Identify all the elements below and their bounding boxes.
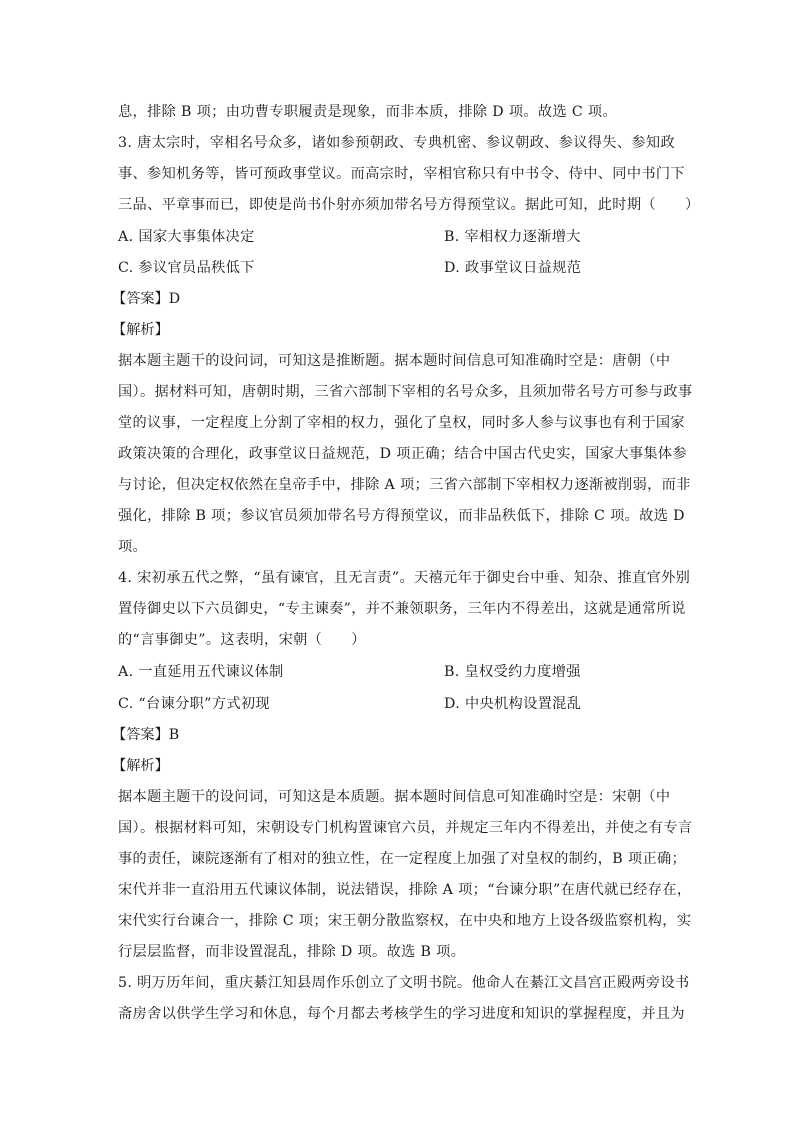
analysis-line: 国）。根据材料可知，宋朝设专门机构置谏官六员，并规定三年内不得差出，并使之有专言 <box>118 820 693 836</box>
option-b: B. 皇权受约力度增强 <box>444 664 581 680</box>
analysis-line: 强化，排除 B 项；参议官员须加带名号方得预堂议，而非品秩低下，排除 C 项。故选 D <box>118 508 685 524</box>
analysis-line: 宋代实行台谏合一，排除 C 项；宋王朝分散监察权，在中央和地方上设各级监察机构，实 <box>118 913 692 929</box>
analysis-line: 据本题主题干的设问词，可知这是本质题。据本题时间信息可知准确时空是：宋朝（中 <box>118 789 671 805</box>
option-c: C. “台谏分职”方式初现 <box>118 696 270 712</box>
analysis-line: 堂的议事，一定程度上分割了宰相的权力，强化了皇权，同时多人参与议事也有利于国家 <box>118 415 685 431</box>
analysis-line: 国）。据材料可知，唐朝时期，三省六部制下宰相的名号众多，且须加带名号方可参与政事 <box>118 384 693 400</box>
analysis-line: 项。 <box>118 539 148 555</box>
question-3-stem-line: 3. 唐太宗时，宰相名号众多，诸如参预朝政、专典机密、参议朝政、参议得失、参知政 <box>118 135 675 151</box>
question-5-stem-line: 斋房舍以供学生学习和休息，每个月都去考核学生的学习进度和知识的掌握程度，并且为 <box>118 1006 685 1022</box>
analysis-line: 事的责任，谏院逐渐有了相对的独立性，在一定程度上加强了对皇权的制约，B 项正确； <box>118 851 687 867</box>
option-c: C. 参议官员品秩低下 <box>118 260 255 276</box>
analysis-line: 据本题主题干的设问词，可知这是推断题。据本题时间信息可知准确时空是：唐朝（中 <box>118 353 671 369</box>
question-3-stem-line: 事、参知机务等，皆可预政事堂议。而高宗时，宰相官称只有中书令、侍中、同中书门下 <box>118 166 685 182</box>
text-line: 息，排除 B 项；由功曹专职履责是现象，而非本质，排除 D 项。故选 C 项。 <box>118 104 617 120</box>
option-a: A. 国家大事集体决定 <box>118 229 255 245</box>
analysis-line: 宋代并非一直沿用五代谏议体制，说法错误，排除 A 项；“台谏分职”在唐代就已经存在， <box>118 882 692 898</box>
option-b: B. 宰相权力逐渐增大 <box>444 229 581 245</box>
analysis-label: 【解析】 <box>112 758 169 774</box>
option-d: D. 中央机构设置混乱 <box>444 696 582 712</box>
analysis-line: 政策决策的合理化，政事堂议日益规范，D 项正确；结合中国古代史实，国家大事集体参 <box>118 446 688 462</box>
analysis-line: 行层层监督，而非设置混乱，排除 D 项。故选 B 项。 <box>118 944 466 960</box>
question-5-stem-line: 5. 明万历年间，重庆綦江知县周作乐创立了文明书院。他命人在綦江文昌宫正殿两旁设书 <box>118 975 690 991</box>
answer-label: 【答案】B <box>112 727 180 743</box>
answer-label: 【答案】D <box>112 291 181 307</box>
analysis-line: 与讨论，但决定权依然在皇帝手中，排除 A 项；三省六部制下宰相权力逐渐被削弱，而非 <box>118 477 691 493</box>
question-4-stem-line: 置侍御史以下六员御史，“专主谏奏”，并不兼领职务，三年内不得差出，这就是通常所说 <box>118 601 686 617</box>
analysis-label: 【解析】 <box>112 322 169 338</box>
question-4-stem-line: 4. 宋初承五代之弊，“虽有谏官，且无言责”。天禧元年于御史台中垂、知杂、推直官外别 <box>118 570 691 586</box>
question-3-stem-line: 三品、平章事而已，即使是尚书仆射亦须加带名号方得预堂议。据此可知，此时期（ ） <box>118 197 700 213</box>
question-4-stem-line: 的“言事御史”。这表明，宋朝（ ） <box>118 632 366 648</box>
option-d: D. 政事堂议日益规范 <box>444 260 582 276</box>
option-a: A. 一直延用五代谏议体制 <box>118 664 284 680</box>
